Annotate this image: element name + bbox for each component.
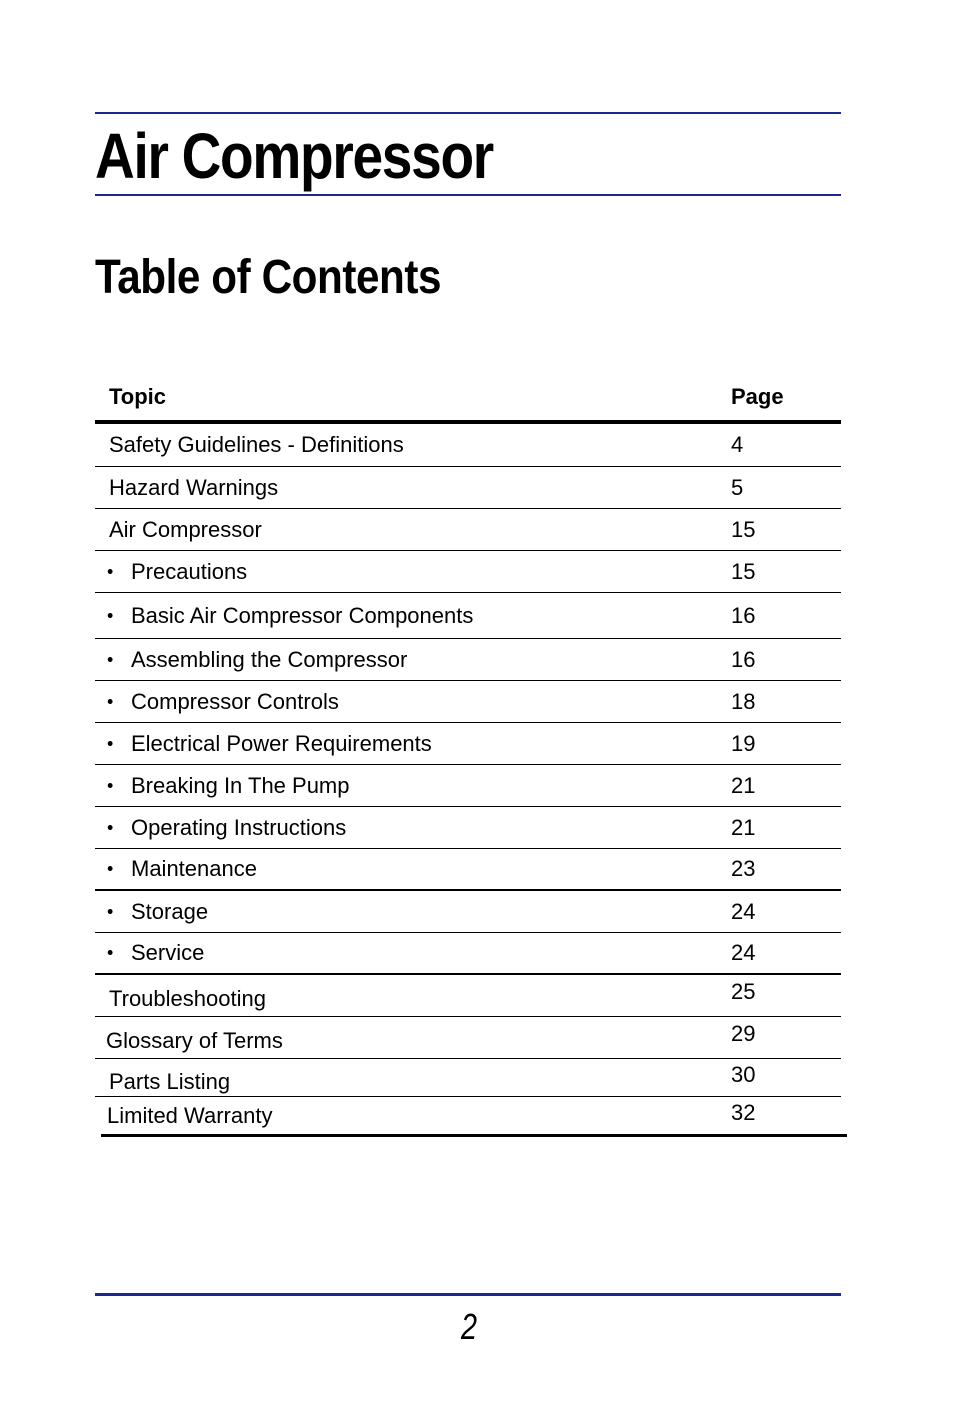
toc-row[interactable]: [95, 891, 841, 933]
toc-row-page: 15: [731, 516, 756, 542]
toc-row[interactable]: [95, 1017, 841, 1059]
toc-row[interactable]: [95, 807, 841, 849]
toc-row-page: 5: [731, 474, 744, 500]
toc-row[interactable]: [95, 639, 841, 681]
document-title: Air Compressor: [95, 120, 493, 192]
toc-row-page: 25: [731, 979, 756, 1005]
toc-row-topic: Operating Instructions: [131, 814, 347, 840]
toc-row-topic: Air Compressor: [109, 516, 262, 542]
toc-row[interactable]: [95, 723, 841, 765]
toc-table: [95, 378, 841, 1137]
toc-row-topic: Storage: [131, 898, 209, 924]
toc-row[interactable]: [95, 467, 841, 509]
bullet-icon: •: [107, 605, 114, 625]
toc-row-topic: Electrical Power Requirements: [131, 730, 432, 756]
toc-row-topic: Compressor Controls: [131, 688, 339, 714]
toc-row-page: 21: [731, 772, 756, 798]
toc-row-page: 16: [731, 646, 756, 672]
title-underline-rule: [95, 194, 841, 196]
toc-row-topic: Troubleshooting: [109, 985, 266, 1011]
toc-row-page: 32: [731, 1100, 756, 1126]
toc-row-topic: Hazard Warnings: [109, 474, 279, 500]
toc-row-page: 16: [731, 602, 756, 628]
toc-row[interactable]: [95, 551, 841, 593]
toc-row-page: 24: [731, 898, 756, 924]
toc-row[interactable]: [95, 765, 841, 807]
toc-row-page: 23: [731, 856, 756, 881]
bullet-icon: •: [107, 691, 114, 711]
toc-header-row: [95, 378, 841, 424]
toc-row[interactable]: [95, 424, 841, 467]
toc-row-topic: Limited Warranty: [107, 1102, 273, 1128]
toc-row-topic: Precautions: [131, 558, 248, 584]
toc-row-topic: Safety Guidelines - Definitions: [109, 432, 404, 457]
bullet-icon: •: [107, 901, 114, 921]
toc-header-topic: Topic: [109, 384, 167, 409]
bullet-icon: •: [107, 942, 114, 963]
toc-row-page: 4: [731, 432, 744, 457]
toc-row-topic: Basic Air Compressor Components: [131, 602, 474, 628]
toc-row-topic: Service: [131, 940, 205, 965]
toc-row-topic: Assembling the Compressor: [131, 646, 408, 672]
toc-row[interactable]: [95, 849, 841, 891]
toc-row-page: 30: [731, 1062, 756, 1088]
toc-row-topic: Breaking In The Pump: [131, 772, 350, 798]
toc-row-topic: Glossary of Terms: [106, 1027, 283, 1053]
toc-row-page: 29: [731, 1021, 756, 1047]
toc-row-page: 19: [731, 730, 756, 756]
toc-row-topic: Maintenance: [131, 856, 257, 881]
toc-row[interactable]: [101, 1097, 847, 1137]
bullet-icon: •: [107, 733, 114, 753]
bullet-icon: •: [107, 817, 114, 837]
toc-row-page: 18: [731, 688, 756, 714]
page-number: 2: [460, 1306, 478, 1347]
bullet-icon: •: [107, 775, 114, 795]
toc-row[interactable]: [95, 1059, 841, 1097]
top-rule: [95, 112, 841, 114]
bullet-icon: •: [107, 561, 114, 581]
toc-row-page: 15: [731, 558, 756, 584]
toc-header-page: Page: [731, 384, 784, 409]
toc-row-topic: Parts Listing: [109, 1068, 231, 1094]
bullet-icon: •: [107, 858, 114, 879]
toc-row[interactable]: [95, 975, 841, 1017]
toc-row-page: 24: [731, 940, 756, 965]
toc-row-page: 21: [731, 814, 756, 840]
toc-row[interactable]: [95, 681, 841, 723]
toc-row[interactable]: [95, 509, 841, 551]
toc-row[interactable]: [95, 933, 841, 975]
toc-row[interactable]: [95, 593, 841, 639]
bullet-icon: •: [107, 649, 114, 669]
footer-rule: [95, 1293, 841, 1296]
toc-heading: Table of Contents: [95, 251, 442, 304]
